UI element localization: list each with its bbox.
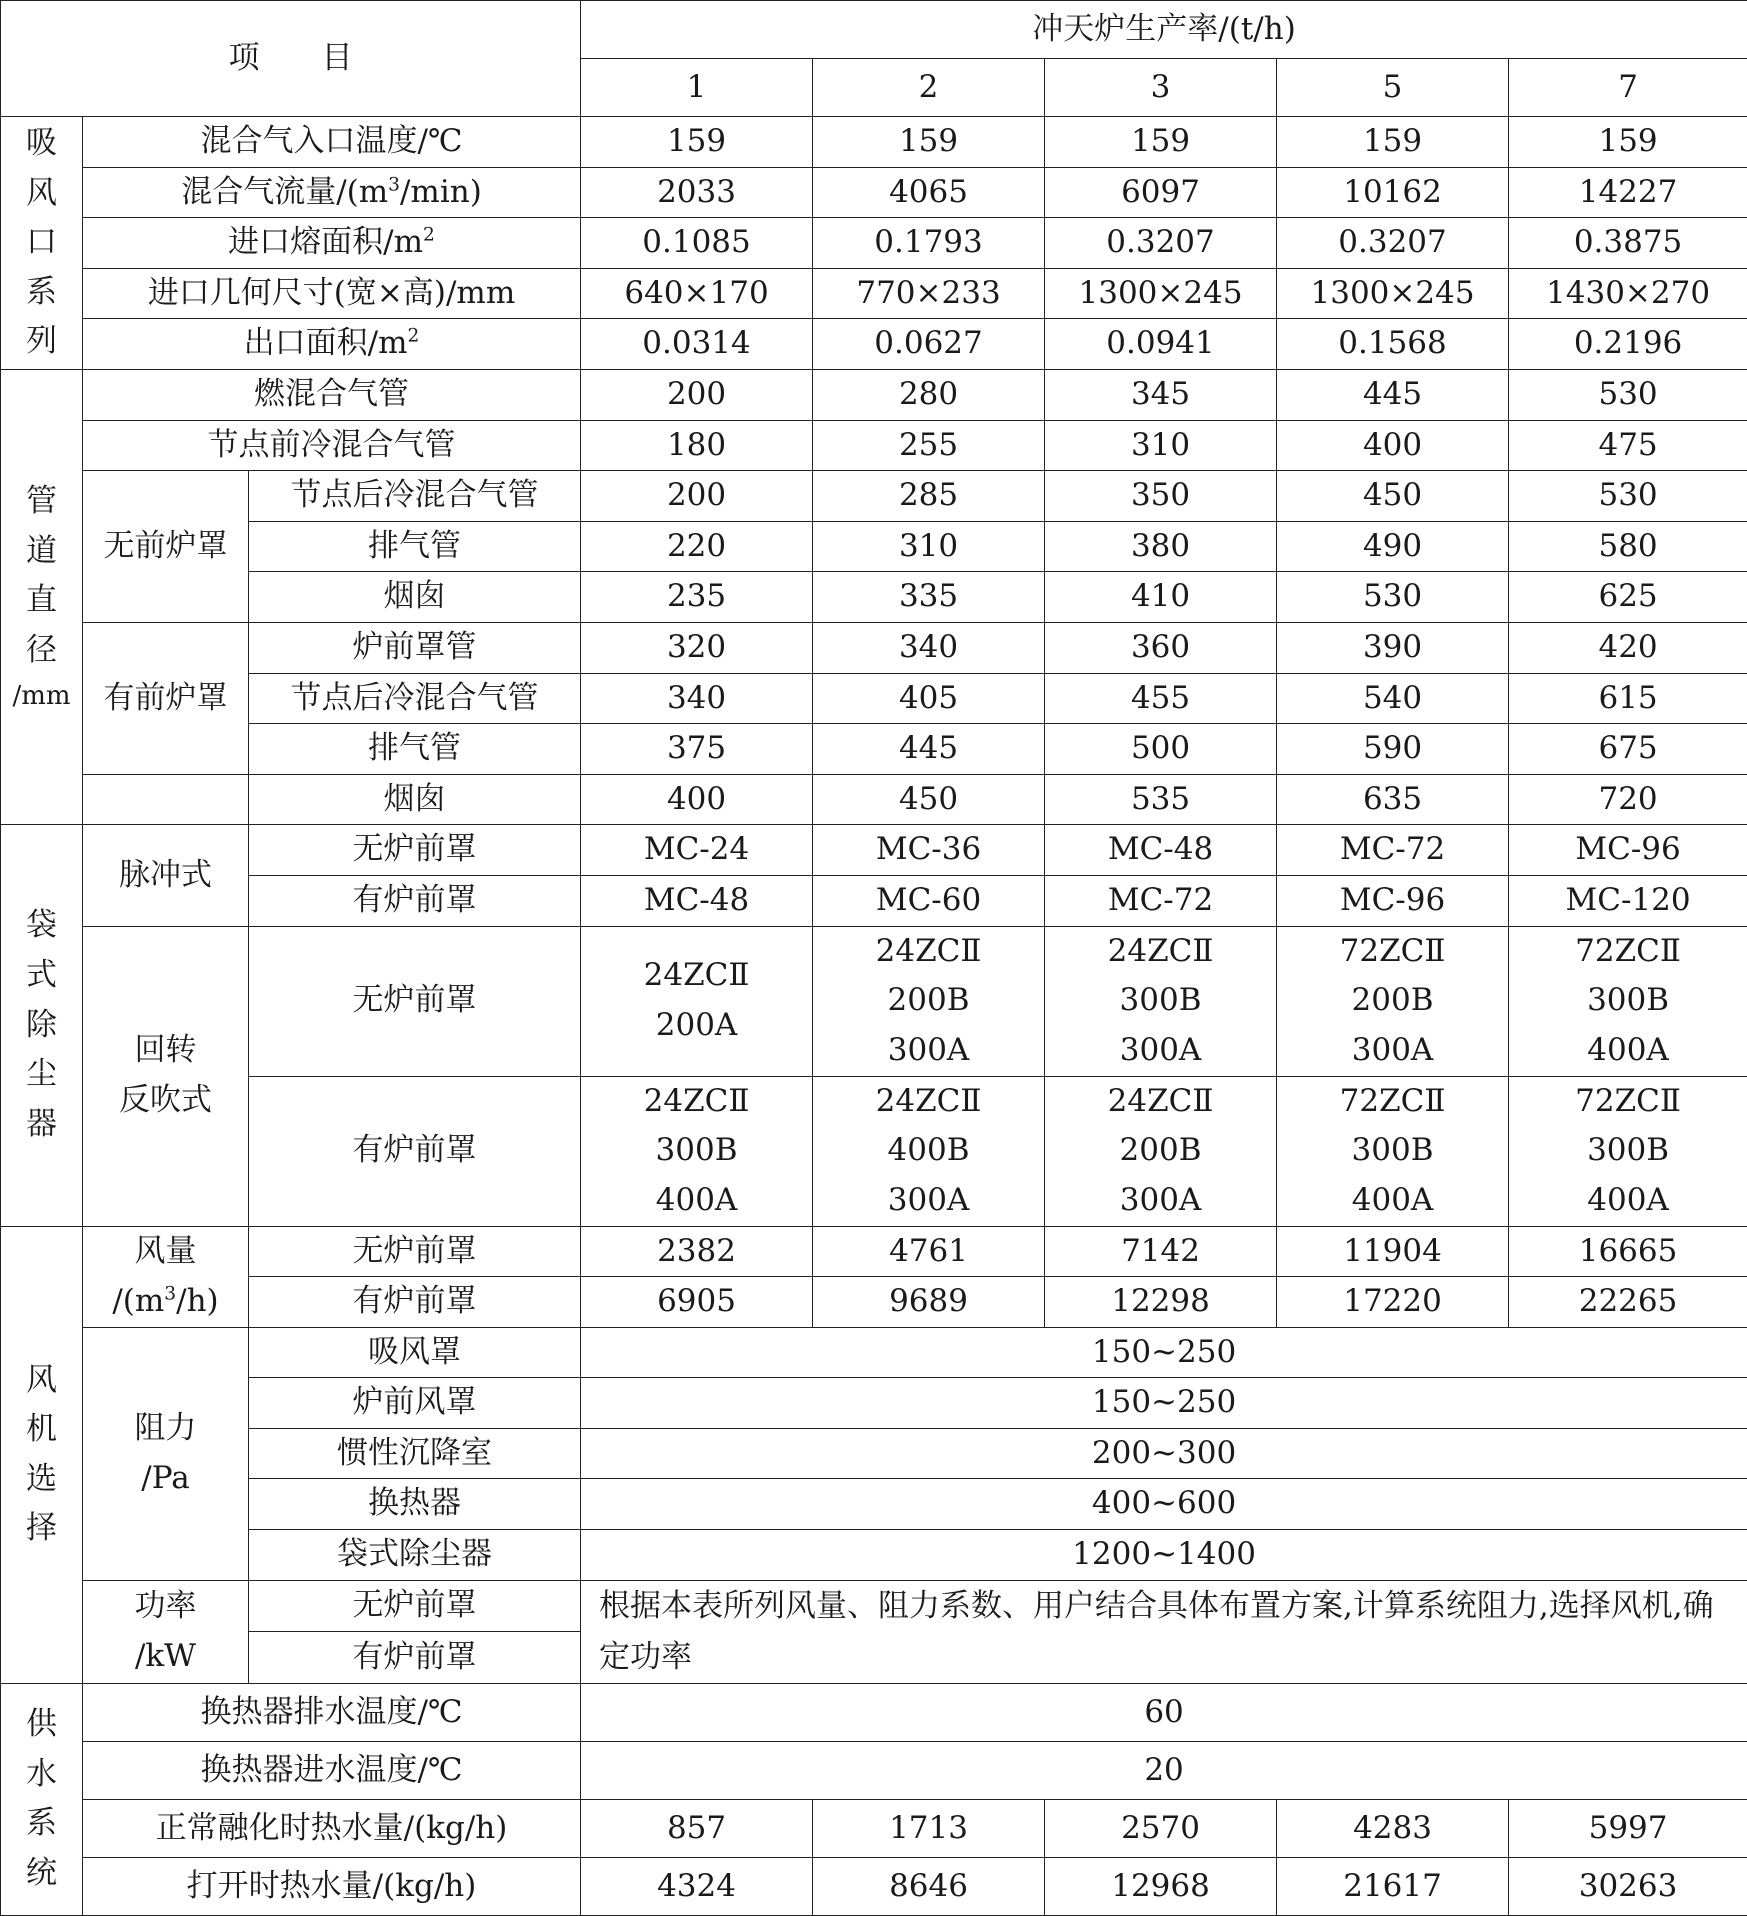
row-label: 节点后冷混合气管: [249, 471, 581, 522]
section-label-water: 供 水 系 统: [1, 1683, 83, 1915]
table-cell: 340: [581, 673, 813, 724]
section-label-inlet: 吸 风 口 系 列: [1, 117, 83, 370]
row-label: 混合气入口温度/℃: [83, 117, 581, 168]
table-cell: 11904: [1277, 1226, 1509, 1277]
table-row: [1, 521, 1747, 572]
table-cell: 10162: [1277, 167, 1509, 218]
rate-header: 2: [813, 59, 1045, 117]
table-cell: 200: [581, 369, 813, 420]
table-cell: MC-60: [813, 875, 1045, 926]
row-label: 换热器: [249, 1479, 581, 1530]
item-header: 项 目: [1, 1, 581, 117]
table-cell: 0.1793: [813, 218, 1045, 269]
group-label-resistance: 阻力 /Pa: [83, 1327, 249, 1580]
table-cell: 400: [581, 774, 813, 825]
row-label: 进口熔面积$/m^2$: [83, 218, 581, 269]
table-cell: 72ZCⅡ 300B 400A: [1509, 926, 1747, 1076]
row-label: 惯性沉降室: [249, 1428, 581, 1479]
table-cell: 60: [581, 1683, 1747, 1741]
rate-header: 3: [1045, 59, 1277, 117]
table-row: [1, 1327, 1747, 1378]
table-cell: 4283: [1277, 1799, 1509, 1857]
table-cell: 410: [1045, 572, 1277, 623]
table-cell: 635: [1277, 774, 1509, 825]
table-cell: 0.3875: [1509, 218, 1747, 269]
row-label: 炉前风罩: [249, 1378, 581, 1429]
row-label: 换热器排水温度/℃: [83, 1683, 581, 1741]
table-cell: 24ZCⅡ 400B 300A: [813, 1076, 1045, 1226]
table-cell: 4761: [813, 1226, 1045, 1277]
table-cell: 530: [1277, 572, 1509, 623]
table-cell: 500: [1045, 724, 1277, 775]
table-row: [1, 673, 1747, 724]
table-cell: 20: [581, 1741, 1747, 1799]
row-label: 无炉前罩: [249, 1580, 581, 1632]
table-cell: 580: [1509, 521, 1747, 572]
table-cell: 1713: [813, 1799, 1045, 1857]
header-row: [1, 1, 1747, 59]
production-rate-header: 冲天炉生产率/(t/h): [581, 1, 1747, 59]
table-row: [1, 724, 1747, 775]
rate-header: 5: [1277, 59, 1509, 117]
table-cell: 857: [581, 1799, 813, 1857]
row-label: 有炉前罩: [249, 875, 581, 926]
table-cell: 30263: [1509, 1857, 1747, 1915]
table-cell: 0.1568: [1277, 319, 1509, 370]
table-row: [1, 622, 1747, 673]
row-label: 燃混合气管: [83, 369, 581, 420]
table-cell: 14227: [1509, 167, 1747, 218]
table-row: [1, 369, 1747, 420]
table-cell: 590: [1277, 724, 1509, 775]
table-row: [1, 1741, 1747, 1799]
table-cell: 640×170: [581, 268, 813, 319]
table-cell: 2570: [1045, 1799, 1277, 1857]
table-cell: 200: [581, 471, 813, 522]
table-cell: 150~250: [581, 1327, 1747, 1378]
table-cell: 2033: [581, 167, 813, 218]
row-label: 袋式除尘器: [249, 1530, 581, 1581]
row-label: 无炉前罩: [249, 926, 581, 1076]
table-cell: 420: [1509, 622, 1747, 673]
table-cell: 159: [581, 117, 813, 168]
table-cell: 12968: [1045, 1857, 1277, 1915]
table-cell: 72ZCⅡ 300B 400A: [1277, 1076, 1509, 1226]
table-cell: 21617: [1277, 1857, 1509, 1915]
table-cell: 180: [581, 420, 813, 471]
table-row: [1, 1378, 1747, 1429]
table-cell: 6905: [581, 1277, 813, 1328]
table-cell: 1300×245: [1277, 268, 1509, 319]
rate-header: 1: [581, 59, 813, 117]
table-cell: 770×233: [813, 268, 1045, 319]
table-cell: MC-48: [1045, 825, 1277, 876]
table-cell: 400~600: [581, 1479, 1747, 1530]
table-row: [1, 218, 1747, 269]
table-cell: 24ZCⅡ 200A: [581, 926, 813, 1076]
row-label: 打开时热水量/(kg/h): [83, 1857, 581, 1915]
table-cell: 455: [1045, 673, 1277, 724]
table-row: [1, 319, 1747, 370]
table-row: [1, 1277, 1747, 1328]
section-label-bag: 袋 式 除 尘 器: [1, 825, 83, 1226]
table-cell: 450: [1277, 471, 1509, 522]
table-row: [1, 1683, 1747, 1741]
table-row: [1, 1076, 1747, 1226]
table-cell: 159: [1509, 117, 1747, 168]
table-cell: 490: [1277, 521, 1509, 572]
table-cell: 475: [1509, 420, 1747, 471]
row-label: 正常融化时热水量/(kg/h): [83, 1799, 581, 1857]
table-cell: 159: [813, 117, 1045, 168]
table-row: [1, 774, 1747, 825]
table-cell: 72ZCⅡ 200B 300A: [1277, 926, 1509, 1076]
table-cell: 4324: [581, 1857, 813, 1915]
table-row: [1, 117, 1747, 168]
table-cell: 1200~1400: [581, 1530, 1747, 1581]
table-row: [1, 420, 1747, 471]
table-cell: 1430×270: [1509, 268, 1747, 319]
group-label-rotary: 回转 反吹式: [83, 926, 249, 1226]
table-cell: 535: [1045, 774, 1277, 825]
group-label-with-hood: 有前炉罩: [83, 622, 249, 774]
row-label: 排气管: [249, 521, 581, 572]
table-cell: MC-72: [1045, 875, 1277, 926]
table-cell: 340: [813, 622, 1045, 673]
table-cell: 0.0941: [1045, 319, 1277, 370]
table-cell: 540: [1277, 673, 1509, 724]
row-label: 无炉前罩: [249, 825, 581, 876]
table-cell: 0.3207: [1045, 218, 1277, 269]
table-cell: 150~250: [581, 1378, 1747, 1429]
table-row: [1, 1479, 1747, 1530]
table-cell: 0.0627: [813, 319, 1045, 370]
table-cell: 360: [1045, 622, 1277, 673]
table-cell: 12298: [1045, 1277, 1277, 1328]
table-cell: 280: [813, 369, 1045, 420]
table-cell: 350: [1045, 471, 1277, 522]
table-cell: 235: [581, 572, 813, 623]
row-label: 有炉前罩: [249, 1076, 581, 1226]
table-cell: 0.0314: [581, 319, 813, 370]
table-cell: 17220: [1277, 1277, 1509, 1328]
table-cell: 720: [1509, 774, 1747, 825]
table-row: [1, 268, 1747, 319]
table-cell: 9689: [813, 1277, 1045, 1328]
group-label-pulse: 脉冲式: [83, 825, 249, 926]
table-cell: 0.3207: [1277, 218, 1509, 269]
table-row: [1, 572, 1747, 623]
row-label: 换热器进水温度/℃: [83, 1741, 581, 1799]
table-cell: 445: [1277, 369, 1509, 420]
row-label: 吸风罩: [249, 1327, 581, 1378]
table-cell: 320: [581, 622, 813, 673]
table-row: [1, 926, 1747, 1076]
table-cell: 159: [1277, 117, 1509, 168]
table-cell: 400: [1277, 420, 1509, 471]
table-row: [1, 1530, 1747, 1581]
table-cell: 675: [1509, 724, 1747, 775]
row-label: 混合气流量$/(m^3/\min)$: [83, 167, 581, 218]
group-label-airflow: 风量 $/(m^3/h)$: [83, 1226, 249, 1327]
table-row: [1, 1428, 1747, 1479]
table-cell: 16665: [1509, 1226, 1747, 1277]
row-label: 有炉前罩: [249, 1632, 581, 1684]
section-label-fan: 风 机 选 择: [1, 1226, 83, 1683]
table-row: [1, 1857, 1747, 1915]
table-cell: 0.2196: [1509, 319, 1747, 370]
table-cell: MC-96: [1509, 825, 1747, 876]
table-cell: MC-96: [1277, 875, 1509, 926]
table-cell: 380: [1045, 521, 1277, 572]
empty-cell: [83, 774, 249, 825]
table-row: [1, 471, 1747, 522]
row-label: 无炉前罩: [249, 1226, 581, 1277]
table-cell: MC-48: [581, 875, 813, 926]
table-cell: 1300×245: [1045, 268, 1277, 319]
table-cell: 310: [1045, 420, 1277, 471]
table-cell: 24ZCⅡ 200B 300A: [813, 926, 1045, 1076]
section-label-pipe: 管 道 直 径 /mm: [1, 369, 83, 824]
table-cell: 4065: [813, 167, 1045, 218]
table-cell: MC-120: [1509, 875, 1747, 926]
row-label: 节点前冷混合气管: [83, 420, 581, 471]
table-row: [1, 167, 1747, 218]
table-cell: MC-36: [813, 825, 1045, 876]
table-cell: 8646: [813, 1857, 1045, 1915]
table-cell: 24ZCⅡ 300B 300A: [1045, 926, 1277, 1076]
table-cell: 625: [1509, 572, 1747, 623]
table-row: [1, 1799, 1747, 1857]
table-cell: 310: [813, 521, 1045, 572]
table-cell: 7142: [1045, 1226, 1277, 1277]
row-label: 出口面积$/m^2$: [83, 319, 581, 370]
rate-header: 7: [1509, 59, 1747, 117]
table-cell: 0.1085: [581, 218, 813, 269]
group-label-no-hood: 无前炉罩: [83, 471, 249, 623]
table-cell: 200~300: [581, 1428, 1747, 1479]
table-cell: 22265: [1509, 1277, 1747, 1328]
table-cell: 159: [1045, 117, 1277, 168]
row-label: 排气管: [249, 724, 581, 775]
row-label: 炉前罩管: [249, 622, 581, 673]
table-cell: 530: [1509, 471, 1747, 522]
row-label: 烟囱: [249, 572, 581, 623]
table-cell: MC-24: [581, 825, 813, 876]
table-row: [1, 825, 1747, 876]
table-cell: 285: [813, 471, 1045, 522]
table-cell: 6097: [1045, 167, 1277, 218]
group-label-power: 功率 /kW: [83, 1580, 249, 1683]
table-row: [1, 1226, 1747, 1277]
power-note: 根据本表所列风量、阻力系数、用户结合具体布置方案,计算系统阻力,选择风机,确定功率: [581, 1580, 1747, 1683]
table-cell: 72ZCⅡ 300B 400A: [1509, 1076, 1747, 1226]
table-cell: 405: [813, 673, 1045, 724]
table-cell: 450: [813, 774, 1045, 825]
table-cell: 530: [1509, 369, 1747, 420]
table-cell: 24ZCⅡ 200B 300A: [1045, 1076, 1277, 1226]
table-cell: 255: [813, 420, 1045, 471]
table-cell: 615: [1509, 673, 1747, 724]
row-label: 有炉前罩: [249, 1277, 581, 1328]
row-label: 进口几何尺寸(宽×高)/mm: [83, 268, 581, 319]
table-row: [1, 1580, 1747, 1632]
table-cell: 24ZCⅡ 300B 400A: [581, 1076, 813, 1226]
row-label: 节点后冷混合气管: [249, 673, 581, 724]
table-cell: 390: [1277, 622, 1509, 673]
table-cell: 335: [813, 572, 1045, 623]
row-label: 烟囱: [249, 774, 581, 825]
table-row: [1, 875, 1747, 926]
table-cell: 2382: [581, 1226, 813, 1277]
table-cell: 220: [581, 521, 813, 572]
table-cell: 375: [581, 724, 813, 775]
table-cell: MC-72: [1277, 825, 1509, 876]
table-cell: 5997: [1509, 1799, 1747, 1857]
table-cell: 345: [1045, 369, 1277, 420]
table-cell: 445: [813, 724, 1045, 775]
